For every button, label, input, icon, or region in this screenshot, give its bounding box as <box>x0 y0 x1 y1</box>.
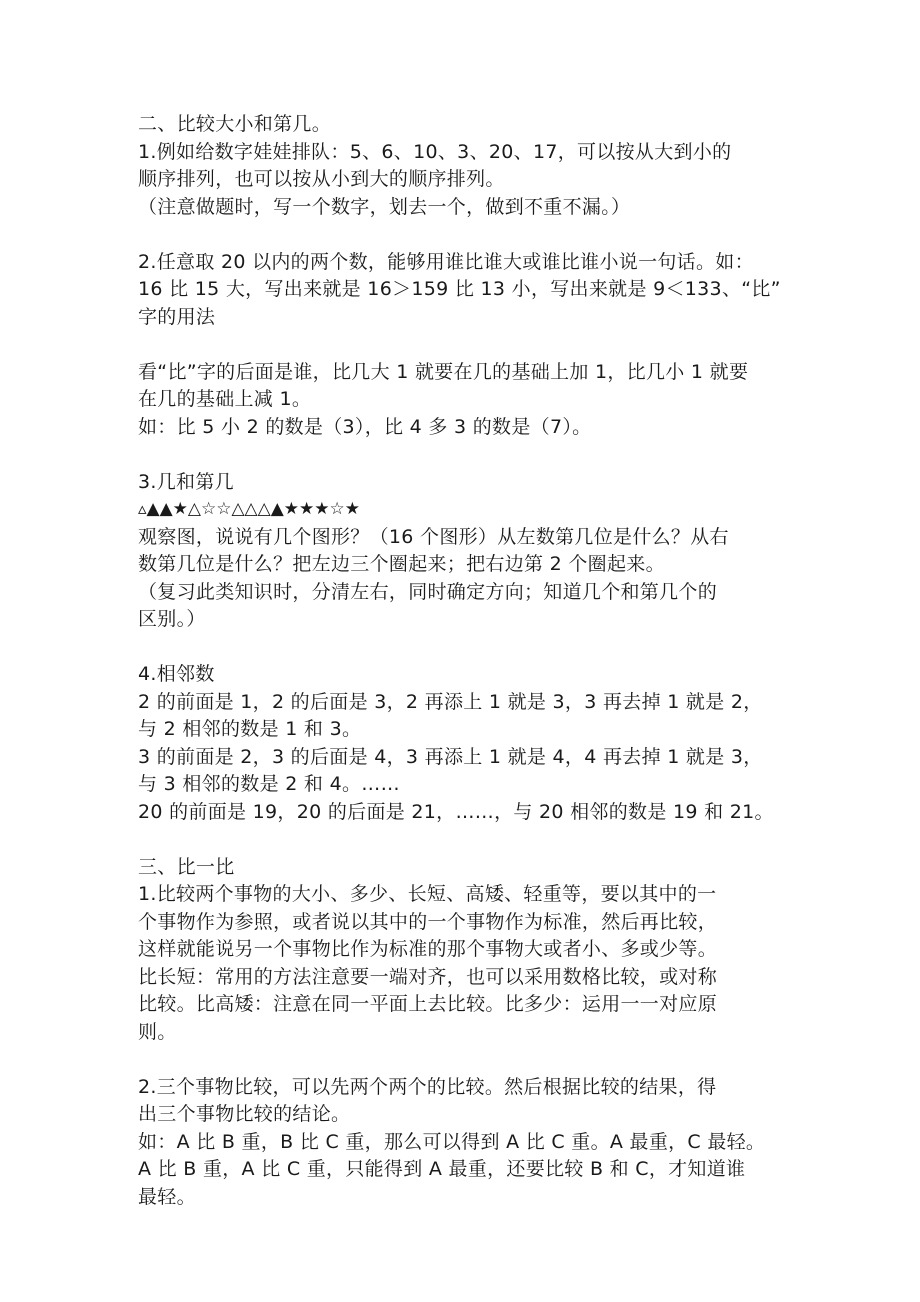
paragraph-line: 在几的基础上减 1。 <box>138 388 312 410</box>
paragraph-line: 20 的前面是 19，20 的后面是 21，……，与 20 相邻的数是 19 和 21。 <box>138 800 774 823</box>
paragraph-line: A 比 B 重，A 比 C 重，只能得到 A 最重，还要比较 B 和 C，才知道谁 <box>138 1158 746 1180</box>
subsection-heading: 3.几和第几 <box>138 470 234 493</box>
paragraph-line: 比长短：常用的方法注意要一端对齐，也可以采用数格比较，或对称 <box>138 965 718 988</box>
paragraph-gap <box>138 826 808 854</box>
paragraph-line: 这样就能说另一个事物比作为标准的那个事物大或者小、多或少等。 <box>138 938 718 960</box>
paragraph-line: 与 2 相邻的数是 1 和 3。 <box>138 718 362 740</box>
paragraph-line: 2.任意取 20 以内的两个数，能够用谁比谁大或谁比谁小说一句话。如： <box>138 250 754 273</box>
note-line: （注意做题时，写一个数字，划去一个，做到不重不漏。） <box>138 195 631 218</box>
section-heading: 二、比较大小和第几。 <box>138 113 332 135</box>
paragraph-line: 出三个事物比较的结论。 <box>138 1103 351 1125</box>
paragraph-line: 1.例如给数字娃娃排队：5、6、10、3、20、17，可以按从大到小的 <box>138 140 732 163</box>
document-page <box>138 111 808 1211</box>
note-line: （复习此类知识时，分清左右，同时确定方向；知道几个和第几个的 <box>138 580 718 603</box>
shape-sequence: ▵▲▲★△☆☆△△△▲★★★☆★ <box>138 499 360 519</box>
paragraph-line: 数第几位是什么？把左边三个圈起来；把右边第 2 个圈起来。 <box>138 553 665 575</box>
paragraph-gap <box>138 1046 808 1074</box>
paragraph-gap <box>138 331 808 359</box>
paragraph-line: 字的用法 <box>138 305 216 328</box>
paragraph-line: 个事物作为参照，或者说以其中的一个事物作为标准，然后再比较， <box>138 910 718 933</box>
subsection-heading: 4.相邻数 <box>138 663 215 685</box>
paragraph-line: 3 的前面是 2，3 的后面是 4，3 再添上 1 就是 4，4 再去掉 1 就是 3， <box>138 745 763 768</box>
paragraph-line: 则。 <box>138 1020 177 1043</box>
paragraph-line: 观察图，说说有几个图形？（16 个图形）从左数第几位是什么？从右 <box>138 525 729 548</box>
paragraph-line: 2 的前面是 1，2 的后面是 3，2 再添上 1 就是 3，3 再去掉 1 就是 2， <box>138 690 763 713</box>
paragraph-line: 与 3 相邻的数是 2 和 4。…… <box>138 773 400 795</box>
note-line: 区别。） <box>138 608 206 630</box>
section-heading: 三、比一比 <box>138 855 235 878</box>
paragraph-gap <box>138 441 808 469</box>
paragraph-line: 16 比 15 大，写出来就是 16＞159 比 13 小，写出来就是 9＜133、“比” <box>138 278 781 300</box>
paragraph-gap <box>138 221 808 249</box>
paragraph-line: 看“比”字的后面是谁，比几大 1 就要在几的基础上加 1，比几小 1 就要 <box>138 360 749 383</box>
paragraph-line: 最轻。 <box>138 1185 196 1208</box>
paragraph-line: 2.三个事物比较，可以先两个两个的比较。然后根据比较的结果，得 <box>138 1075 717 1098</box>
paragraph-line: 1.比较两个事物的大小、多少、长短、高矮、轻重等，要以其中的一 <box>138 883 717 905</box>
paragraph-gap <box>138 634 808 662</box>
example-line: 如：A 比 B 重，B 比 C 重，那么可以得到 A 比 C 重。A 最重，C 最轻。 <box>138 1130 766 1153</box>
example-line: 如：比 5 小 2 的数是（3），比 4 多 3 的数是（7）。 <box>138 415 592 438</box>
paragraph-line: 顺序排列，也可以按从小到大的顺序排列。 <box>138 168 505 190</box>
paragraph-line: 比较。比高矮：注意在同一平面上去比较。比多少：运用一一对应原 <box>138 993 718 1015</box>
